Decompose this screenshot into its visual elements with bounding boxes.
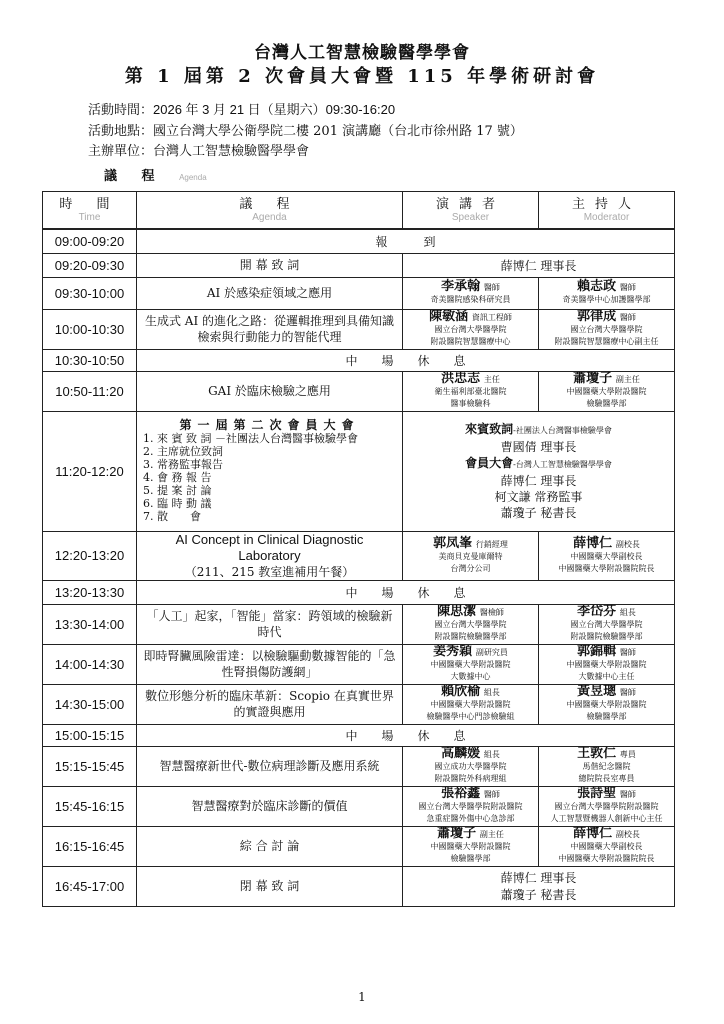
moderator-affiliation: 人工智慧暨機器人創新中心主任	[550, 814, 663, 823]
topic-cell	[137, 253, 403, 277]
event-title: 第 1 屆第 2 次會員大會暨 115 年學術研討會	[124, 66, 600, 87]
moderator-affiliation: 中國醫藥大學副校長	[570, 842, 643, 851]
speaker-affiliation: 急重症醫外傷中心急診部	[426, 814, 515, 823]
topic-text: 生成式 AI 的進化之路：從邏輯推理到具備知識檢索與行動能力的智能代理	[144, 314, 395, 344]
list-item: 6. 臨 時 動 議	[143, 497, 212, 510]
agenda-heading-zh: 議 程	[104, 169, 165, 184]
time-label: 活動時間：	[88, 103, 154, 118]
speaker-affiliation: 國立台灣大學醫學院	[434, 325, 507, 334]
moderator-title: 醫師	[619, 790, 636, 799]
break-cell: 中 場 休 息	[137, 349, 675, 371]
time-cell: 16:15-16:45	[43, 826, 137, 866]
speaker-affiliation: 台灣分公司	[450, 563, 491, 573]
moderator-affiliation: 國立台灣大學醫學院附設醫院	[554, 802, 659, 811]
time-cell: 09:00-09:20	[43, 229, 137, 253]
members-meeting-title: 第一屆第二次會員大會	[179, 418, 360, 432]
moderator-affiliation: 中國醫藥大學副校長	[570, 551, 643, 561]
topic-text: 數位形態分析的臨床革新：Scopio 在真實世界的實證與應用	[145, 689, 394, 719]
members-meeting-speakers-cell	[403, 411, 675, 531]
moderator-cell	[539, 786, 675, 826]
member-name: 蕭瓊子 秘書長	[500, 506, 577, 520]
moderator-title: 專員	[619, 750, 636, 759]
break-cell: 中 場 休 息	[137, 724, 675, 746]
table-row	[43, 411, 675, 531]
table-row	[43, 349, 675, 371]
speaker-cell	[403, 826, 539, 866]
topic-text: AI 於感染症領域之應用	[206, 286, 333, 300]
moderator-affiliation: 中國醫藥大學附設醫院	[566, 700, 647, 709]
table-row	[43, 724, 675, 746]
topic-text: 智慧醫療新世代-數位病理診斷及應用系統	[159, 759, 380, 773]
speaker-cell	[403, 644, 539, 684]
moderator-title: 組長	[619, 608, 636, 617]
topic-cell	[137, 786, 403, 826]
table-row	[43, 604, 675, 644]
speaker-cell	[403, 309, 539, 349]
table-row	[43, 229, 675, 253]
topic-cell	[137, 604, 403, 644]
moderator-title: 醫師	[619, 648, 636, 657]
list-item: 5. 提 案 討 論	[143, 484, 212, 497]
wide-host-2: 蕭瓊子 秘書長	[500, 888, 577, 902]
time-cell: 10:30-10:50	[43, 349, 137, 371]
moderator-name: 王敦仁	[577, 746, 617, 761]
moderator-name-line	[539, 605, 674, 619]
moderator-cell	[539, 746, 675, 786]
topic-text: 閉 幕 致 詞	[239, 879, 300, 893]
header-agenda: 議 程 Agenda	[137, 192, 403, 230]
table-row	[43, 644, 675, 684]
topic-cell	[137, 826, 403, 866]
time-cell: 09:30-10:00	[43, 277, 137, 309]
moderator-name-line	[539, 747, 674, 761]
topic-cell	[137, 531, 403, 580]
list-item: 4. 會 務 報 告	[143, 471, 212, 484]
moderator-affiliation: 檢驗醫學部	[586, 712, 627, 721]
speaker-name-line	[403, 605, 538, 619]
moderator-name-line	[539, 280, 674, 294]
topic-text: 開 幕 致 詞	[239, 258, 300, 272]
moderator-title: 副校長	[615, 830, 640, 839]
table-row	[43, 531, 675, 580]
time-cell: 09:20-09:30	[43, 253, 137, 277]
agenda-table-body	[43, 192, 675, 907]
speaker-title: 組長	[483, 750, 500, 759]
place-value: 國立台灣大學公衛學院二樓 201 演講廳（台北市徐州路 17 號）	[153, 124, 523, 139]
speaker-name-line	[403, 747, 538, 761]
moderator-title: 醫師	[619, 688, 636, 697]
table-row	[43, 786, 675, 826]
host-label: 主辦單位：	[88, 144, 154, 159]
speaker-name-line	[403, 787, 538, 801]
speaker-affiliation: 中國醫藥大學附設醫院	[430, 700, 511, 709]
speaker-title: 副研究員	[475, 648, 508, 657]
moderator-name-line	[539, 685, 674, 699]
moderator-affiliation: 國立台灣大學醫學院	[570, 325, 643, 334]
speaker-cell	[403, 371, 539, 411]
member-name: 薛博仁 理事長	[500, 474, 577, 488]
member-name: 柯文謙 常務監事	[494, 490, 583, 504]
moderator-title: 醫師	[619, 313, 636, 322]
agenda-heading-en: Agenda	[179, 173, 207, 182]
time-value: 2026 年 3 月 21 日（星期六）09:30-16:20	[153, 102, 396, 117]
topic-cell	[137, 309, 403, 349]
table-row	[43, 277, 675, 309]
speaker-name: 姜秀穎	[433, 644, 473, 659]
moderator-affiliation: 中國醫藥大學附設醫院院長	[558, 854, 655, 863]
moderator-name-line	[539, 537, 674, 551]
speaker-title: 副主任	[479, 830, 504, 839]
table-row	[43, 866, 675, 906]
moderator-name-line	[539, 827, 674, 841]
agenda-table	[42, 191, 675, 907]
speaker-affiliation: 檢驗醫學中心門診檢驗組	[426, 712, 515, 721]
moderator-name: 張詩聖	[577, 786, 617, 801]
moderator-title: 副主任	[615, 375, 640, 384]
info-time	[88, 99, 395, 118]
speaker-name: 蕭瓊子	[437, 826, 477, 841]
moderator-name: 賴志政	[577, 279, 617, 294]
member-org: -台灣人工智慧檢驗醫學學會	[513, 460, 612, 469]
table-header-row	[43, 192, 675, 230]
speaker-name-line	[403, 372, 538, 386]
moderator-name: 黃昱璁	[577, 684, 617, 699]
agenda-heading	[104, 165, 207, 184]
info-host	[88, 140, 309, 159]
moderator-title: 副校長	[615, 539, 640, 549]
speaker-name: 賴欣榆	[441, 684, 481, 699]
table-row	[43, 684, 675, 724]
topic-cell	[137, 644, 403, 684]
speaker-name-line	[403, 310, 538, 324]
speaker-affiliation: 檢驗醫學部	[450, 854, 491, 863]
moderator-affiliation: 檢驗醫學部	[586, 399, 627, 408]
speaker-affiliation: 中國醫藥大學附設醫院	[430, 842, 511, 851]
speaker-title: 醫檢師	[479, 608, 504, 617]
moderator-title: 醫師	[619, 283, 636, 292]
topic-note: （211、215 教室進補用午餐）	[184, 564, 355, 579]
place-label: 活動地點：	[88, 124, 154, 139]
table-row	[43, 580, 675, 604]
moderator-affiliation: 中國醫藥大學附設醫院院長	[558, 563, 655, 573]
host-value: 台灣人工智慧檢驗醫學學會	[153, 144, 310, 159]
speaker-name: 李承翰	[441, 279, 481, 294]
speaker-affiliation: 衛生福利部臺北醫院	[434, 387, 507, 396]
time-cell: 13:20-13:30	[43, 580, 137, 604]
member-label: 會員大會	[465, 456, 514, 470]
wide-host: 薛博仁 理事長	[500, 871, 577, 885]
break-cell: 中 場 休 息	[137, 580, 675, 604]
page-number: 1	[358, 990, 366, 1004]
moderator-affiliation: 附設醫院檢驗醫學部	[570, 632, 643, 641]
wide-host-cell	[403, 253, 675, 277]
speaker-affiliation: 中國醫藥大學附設醫院	[430, 660, 511, 669]
moderator-affiliation: 國立台灣大學醫學院	[570, 620, 643, 629]
list-item: 7. 散 會	[143, 510, 201, 523]
speaker-affiliation: 醫事檢驗科	[450, 399, 491, 408]
speaker-affiliation: 美商貝克曼庫爾特	[438, 551, 503, 561]
topic-cell	[137, 684, 403, 724]
time-cell: 15:00-15:15	[43, 724, 137, 746]
list-item: 3. 常務監事報告	[143, 458, 223, 471]
moderator-cell	[539, 644, 675, 684]
time-cell: 10:50-11:20	[43, 371, 137, 411]
speaker-affiliation: 附設醫院外科病理組	[434, 774, 507, 783]
guest-name: 曹國倩 理事長	[500, 440, 577, 454]
moderator-affiliation: 馬偕紀念醫院	[582, 762, 631, 771]
members-meeting-cell	[137, 411, 403, 531]
speaker-cell	[403, 684, 539, 724]
moderator-cell	[539, 309, 675, 349]
header-time: 時 間 Time	[43, 192, 137, 230]
header-speaker: 演講者 Speaker	[403, 192, 539, 230]
speaker-name-line	[403, 537, 538, 551]
table-row	[43, 371, 675, 411]
guest-org: -社團法人台灣醫事檢驗學會	[513, 426, 612, 435]
moderator-cell	[539, 684, 675, 724]
speaker-name: 張裕鑫	[441, 786, 481, 801]
header-moderator: 主持人 Moderator	[539, 192, 675, 230]
speaker-affiliation: 奇美醫院感染科研究員	[430, 295, 511, 304]
speaker-name: 陳敏涵	[429, 309, 469, 324]
speaker-cell	[403, 786, 539, 826]
topic-text: 即時腎臟風險雷達：以檢驗驅動數據智能的「急性腎損傷防護網」	[143, 649, 396, 679]
speaker-name-line	[403, 280, 538, 294]
speaker-title: 醫師	[483, 790, 500, 799]
moderator-name: 薛博仁	[573, 826, 613, 841]
moderator-name-line	[539, 787, 674, 801]
moderator-affiliation: 大數據中心主任	[578, 672, 635, 681]
topic-text: 綜 合 討 論	[239, 839, 300, 853]
speaker-name: 高麟媛	[441, 746, 481, 761]
time-cell: 13:30-14:00	[43, 604, 137, 644]
moderator-cell	[539, 277, 675, 309]
topic-text: AI Concept in Clinical Diagnostic Laboratory	[175, 531, 364, 563]
topic-text: GAI 於臨床檢驗之應用	[208, 384, 331, 398]
moderator-affiliation: 中國醫藥大學附設醫院	[566, 660, 647, 669]
speaker-name-line	[403, 645, 538, 659]
moderator-name: 蕭瓊子	[573, 371, 613, 386]
guest-line	[403, 421, 674, 439]
time-cell: 11:20-12:20	[43, 411, 137, 531]
topic-cell	[137, 277, 403, 309]
speaker-name-line	[403, 827, 538, 841]
moderator-name-line	[539, 645, 674, 659]
topic-cell	[137, 866, 403, 906]
moderator-affiliation: 附設醫院智慧醫療中心副主任	[554, 337, 659, 346]
speaker-name-line	[403, 685, 538, 699]
time-cell: 16:45-17:00	[43, 866, 137, 906]
moderator-affiliation: 總院院長室專員	[578, 774, 635, 783]
time-cell: 10:00-10:30	[43, 309, 137, 349]
speaker-title: 主任	[483, 375, 500, 384]
list-item: 2. 主席就位致詞	[143, 445, 223, 458]
speaker-affiliation: 附設醫院檢驗醫學部	[434, 632, 507, 641]
table-row	[43, 746, 675, 786]
guest-label: 來賓致詞	[465, 422, 514, 436]
time-cell: 15:45-16:15	[43, 786, 137, 826]
table-row	[43, 253, 675, 277]
moderator-cell	[539, 826, 675, 866]
table-row	[43, 309, 675, 349]
speaker-affiliation: 大數據中心	[450, 672, 491, 681]
moderator-cell	[539, 604, 675, 644]
table-row	[43, 826, 675, 866]
speaker-affiliation: 國立台灣大學醫學院附設醫院	[418, 802, 523, 811]
time-cell: 15:15-15:45	[43, 746, 137, 786]
list-item: 1. 來 賓 致 詞 －社團法人台灣醫事檢驗學會	[143, 432, 358, 445]
moderator-cell	[539, 371, 675, 411]
break-cell: 報 到	[137, 229, 675, 253]
time-cell: 14:30-15:00	[43, 684, 137, 724]
topic-cell	[137, 371, 403, 411]
speaker-title: 組長	[483, 688, 500, 697]
moderator-affiliation: 奇美醫學中心加護醫學部	[562, 295, 651, 304]
speaker-cell	[403, 277, 539, 309]
wide-host-cell	[403, 866, 675, 906]
speaker-name: 陳思潔	[437, 604, 477, 619]
speaker-affiliation: 國立成功大學醫學院	[434, 762, 507, 771]
moderator-name: 郭律成	[577, 309, 617, 324]
speaker-affiliation: 國立台灣大學醫學院	[434, 620, 507, 629]
time-cell: 14:00-14:30	[43, 644, 137, 684]
speaker-cell	[403, 746, 539, 786]
wide-host: 薛博仁 理事長	[500, 258, 577, 273]
moderator-name: 薛博仁	[573, 535, 613, 551]
moderator-name-line	[539, 310, 674, 324]
speaker-affiliation: 附設醫院智慧醫療中心	[430, 337, 511, 346]
org-title: 台灣人工智慧檢驗醫學學會	[254, 43, 470, 63]
time-cell: 12:20-13:20	[43, 531, 137, 580]
speaker-cell	[403, 531, 539, 580]
info-place	[88, 120, 523, 139]
speaker-title: 行銷經理	[475, 539, 508, 549]
moderator-name: 郭錦輯	[577, 644, 617, 659]
member-line	[403, 455, 674, 473]
speaker-cell	[403, 604, 539, 644]
speaker-name: 洪忠志	[441, 371, 481, 386]
speaker-title: 醫師	[483, 283, 500, 292]
moderator-name: 李岱芬	[577, 604, 617, 619]
topic-text: 「人工」起家，「智能」當家：跨領域的檢驗新時代	[146, 609, 393, 639]
moderator-affiliation: 中國醫藥大學附設醫院	[566, 387, 647, 396]
moderator-name-line	[539, 372, 674, 386]
topic-cell	[137, 746, 403, 786]
moderator-cell	[539, 531, 675, 580]
topic-text: 智慧醫療對於臨床診斷的價值	[191, 799, 348, 813]
speaker-name: 郭凤峯	[433, 535, 473, 551]
speaker-title: 資訊工程師	[471, 313, 512, 322]
